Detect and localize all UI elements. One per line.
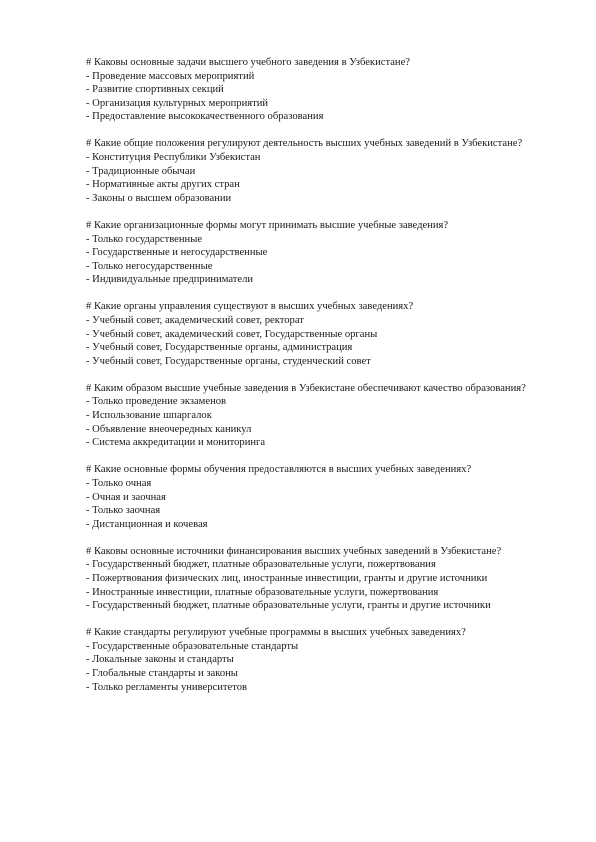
answer-option: - Только негосударственные (86, 260, 213, 272)
answer-option: - Система аккредитации и мониторинга (86, 437, 266, 449)
answer-option: - Законы о высшем образовании (86, 192, 232, 204)
answer-option: - Государственные и негосударственные (86, 247, 268, 259)
answer-option: - Конституция Республики Узбекистан (86, 152, 261, 164)
question-block-2 (86, 137, 556, 205)
question-text: # Какие органы управления существуют в высших учебных заведениях? (86, 301, 414, 313)
question-text: # Какие организационные формы могут принимать высшие учебные заведения? (86, 219, 449, 231)
document-page (86, 56, 556, 708)
answer-option: - Учебный совет, Государственные органы, администрация (86, 342, 353, 354)
answer-option: - Индивидуальные предприниматели (86, 274, 254, 286)
question-block-5 (86, 382, 556, 450)
question-text: # Какие основные формы обучения предоставляются в высших учебных заведениях? (86, 464, 472, 476)
question-text: # Каковы основные источники финансирования высших учебных заведений в Узбекистане? (86, 545, 502, 557)
answer-option: - Традиционные обычаи (86, 165, 196, 177)
answer-option: - Проведение массовых мероприятий (86, 70, 255, 82)
answer-option: - Нормативные акты других стран (86, 179, 240, 191)
answer-option: - Государственный бюджет, платные образовательные услуги, гранты и другие источники (86, 600, 491, 612)
answer-option: - Только заочная (86, 505, 161, 517)
answer-option: - Учебный совет, академический совет, ректорат (86, 315, 304, 326)
answer-option: - Очная и заочная (86, 491, 166, 503)
answer-option: - Только регламенты университетов (86, 681, 248, 693)
question-text: # Каковы основные задачи высшего учебного заведения в Узбекистане? (86, 57, 410, 68)
answer-option: - Организация культурных мероприятий (86, 97, 269, 109)
answer-option: - Предоставление высококачественного образования (86, 111, 324, 123)
question-block-3 (86, 219, 556, 287)
question-text: # Каким образом высшие учебные заведения в Узбекистане обеспечивают качество образования? (86, 382, 526, 394)
question-text: # Какие общие положения регулируют деятельность высших учебных заведений в Узбекистане? (86, 138, 523, 150)
answer-option: - Только очная (86, 477, 152, 489)
question-text: # Какие стандарты регулируют учебные программы в высших учебных заведениях? (86, 627, 466, 639)
answer-option: - Объявление внеочередных каникул (86, 423, 252, 435)
question-block-1 (86, 56, 556, 124)
answer-option: - Пожертвования физических лиц, иностранные инвестиции, гранты и другие источники (86, 573, 488, 584)
answer-option: - Учебный совет, академический совет, Государственные органы (86, 328, 378, 340)
question-block-6 (86, 463, 556, 531)
answer-option: - Развитие спортивных секций (86, 84, 224, 96)
answer-option: - Локальные законы и стандарты (86, 654, 234, 666)
answer-option: - Учебный совет, Государственные органы, студенческий совет (86, 355, 371, 367)
question-block-4 (86, 300, 556, 368)
answer-option: - Дистанционная и кочевая (86, 518, 208, 530)
answer-option: - Только проведение экзаменов (86, 396, 227, 408)
answer-option: - Глобальные стандарты и законы (86, 668, 238, 680)
answer-option: - Только государственные (86, 233, 203, 245)
answer-option: - Использование шпаргалок (86, 410, 212, 422)
answer-option: - Иностранные инвестиции, платные образовательные услуги, пожертвования (86, 586, 439, 598)
answer-option: - Государственный бюджет, платные образовательные услуги, пожертвования (86, 559, 436, 571)
question-block-8 (86, 626, 556, 694)
answer-option: - Государственные образовательные стандарты (86, 640, 299, 652)
question-block-7 (86, 545, 556, 613)
